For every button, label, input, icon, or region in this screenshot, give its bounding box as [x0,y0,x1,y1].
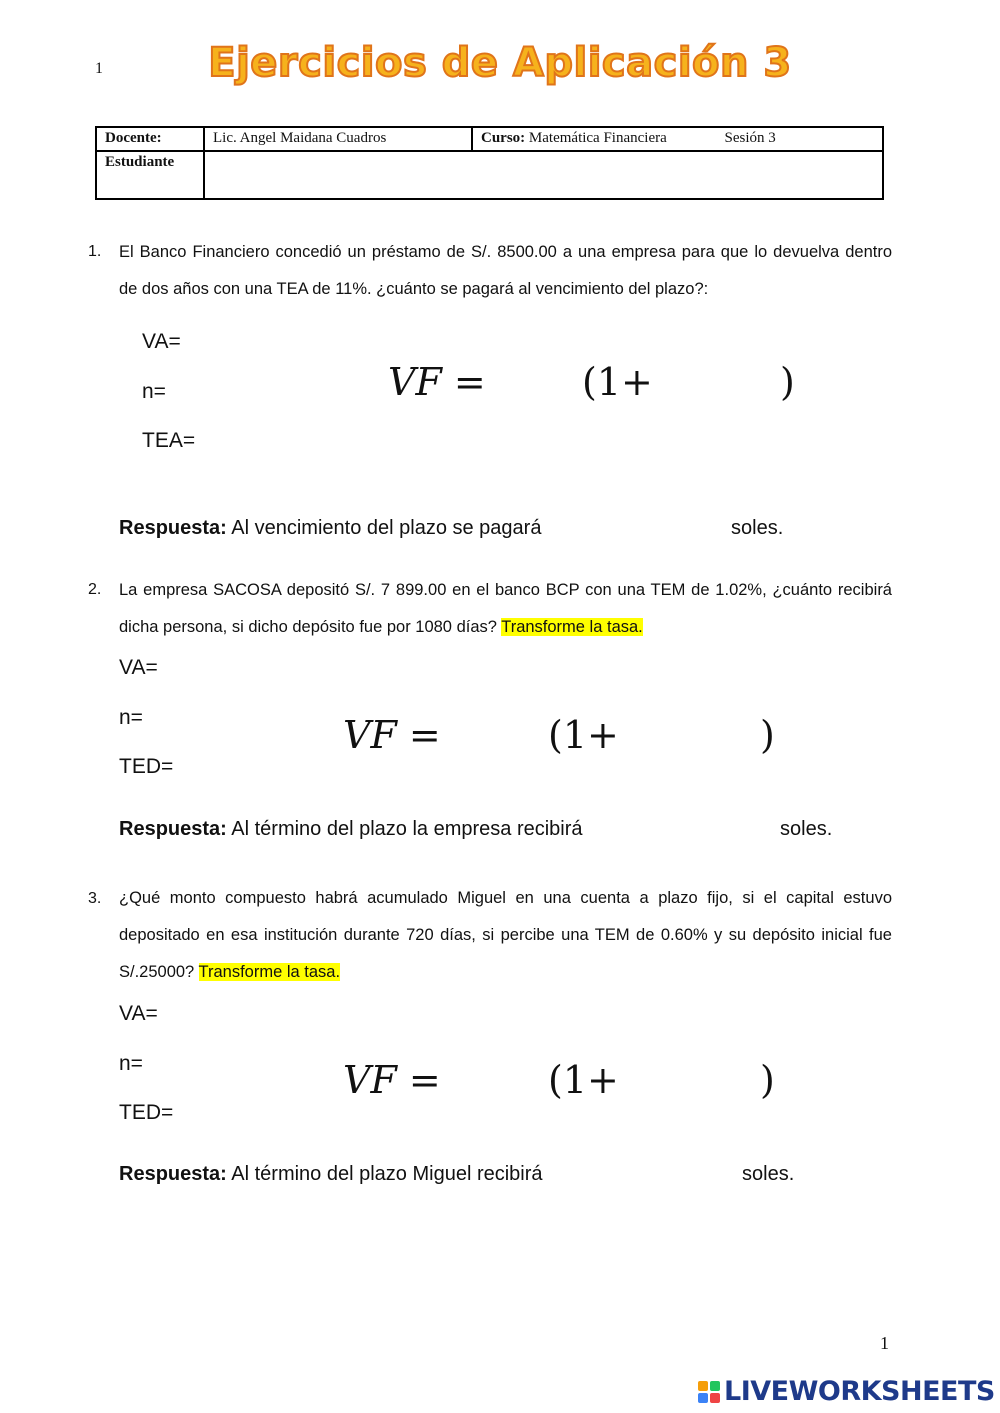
exercise-3-answer-text: Al término del plazo Miguel recibirá [231,1163,543,1185]
exercise-2-answer-text: Al término del plazo la empresa recibirá [231,818,583,840]
page-title: Ejercicios de Aplicación 3 [208,40,792,86]
docente-label: Docente: [105,130,162,146]
exercise-2-answer [119,818,583,841]
exercise-2-answer-unit: soles. [780,818,833,840]
exercise-3-ted-label: TED= [119,1101,174,1124]
exercise-1-formula-vf: VF = [388,360,486,404]
exercise-2-formula-close: ) [760,713,775,757]
exercise-1-va-label: VA= [142,330,181,353]
exercise-3-text [119,880,892,991]
sesion-label: Sesión 3 [724,130,776,146]
exercise-2-answer-label: Respuesta: [119,818,227,840]
exercise-2-formula-vf: VF = [343,713,441,757]
curso-cell [472,127,883,151]
exercise-1-formula-close: ) [780,360,795,404]
exercise-3-number: 3. [88,890,102,907]
docente-value: Lic. Angel Maidana Cuadros [213,130,387,146]
exercise-1-tea-label: TEA= [142,429,196,452]
exercise-3-formula-vf: VF = [343,1058,441,1102]
exercise-2-text [119,572,892,646]
exercise-3-statement: ¿Qué monto compuesto habrá acumulado Miguel en una cuenta a plazo fijo, si el capital estuvo depositado en esa institución durante 720 días, si percibe una TEM de 0.60% y su depósito inicial fue S/.25000? [119,889,892,981]
exercise-1-answer-label: Respuesta: [119,517,227,539]
exercise-2-highlight: Transforme la tasa. [501,618,643,636]
exercise-3-answer-label: Respuesta: [119,1163,227,1185]
page-number-top: 1 [95,60,103,77]
exercise-3-va-label: VA= [119,1002,158,1025]
curso-value: Matemática Financiera [528,130,667,146]
exercise-1-formula-open: (1+ [582,360,653,404]
exercise-3-answer [119,1163,543,1186]
exercise-2-n-label: n= [119,706,143,729]
header-table [95,126,884,200]
brand-icon [698,1381,720,1403]
estudiante-input[interactable] [204,151,883,199]
curso-label: Curso: [481,130,526,146]
exercise-1-text [119,234,892,308]
exercise-2-formula-open: (1+ [548,713,619,757]
estudiante-label: Estudiante [105,154,175,170]
docente-label-cell [96,127,204,151]
brand-logo[interactable] [698,1376,995,1407]
exercise-3-formula-close: ) [760,1058,775,1102]
exercise-1-answer-unit: soles. [731,517,784,539]
exercise-1-statement: El Banco Financiero concedió un préstamo de S/. 8500.00 a una empresa para que lo devuelva dentro de dos años con una TEA de 11%. ¿cuánto se pagará al vencimiento del plazo?: [119,243,892,298]
exercise-1-number: 1. [88,243,102,260]
exercise-1-answer [119,517,541,540]
exercise-2-va-label: VA= [119,656,158,679]
exercise-1-n-label: n= [142,380,166,403]
exercise-3-formula-open: (1+ [548,1058,619,1102]
exercise-3-answer-unit: soles. [742,1163,795,1185]
page-number-bottom: 1 [880,1333,889,1353]
exercise-3-n-label: n= [119,1052,143,1075]
exercise-2-statement: La empresa SACOSA depositó S/. 7 899.00 en el banco BCP con una TEM de 1.02%, ¿cuánto recibirá dicha persona, si dicho depósito fue por 1080 días? [119,581,892,636]
estudiante-label-cell [96,151,204,199]
brand-name: LIVEWORKSHEETS [724,1376,995,1407]
exercise-3-highlight: Transforme la tasa. [198,963,341,981]
docente-value-cell [204,127,472,151]
exercise-2-number: 2. [88,581,102,598]
exercise-2-ted-label: TED= [119,755,174,778]
exercise-1-answer-text: Al vencimiento del plazo se pagará [231,517,542,539]
